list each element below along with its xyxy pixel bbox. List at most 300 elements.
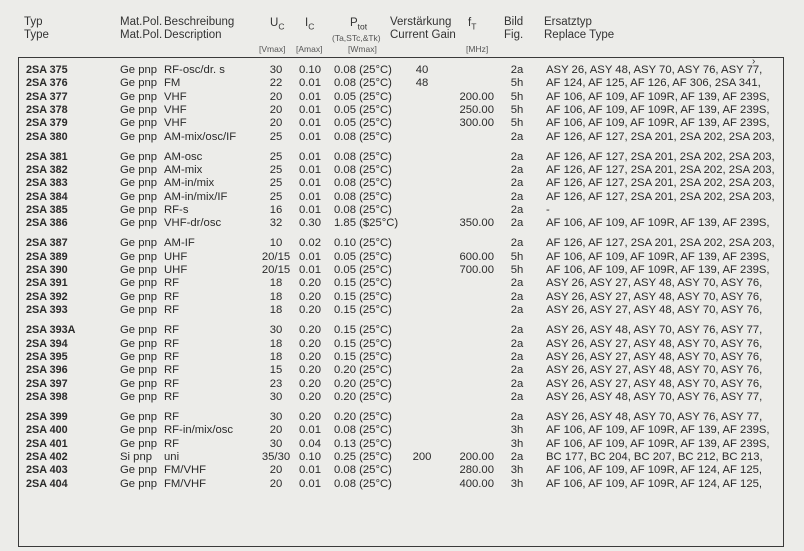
- cell-fig: 2a: [510, 177, 524, 190]
- header-uc: U: [270, 17, 279, 29]
- table-row: [0, 324, 804, 337]
- cell-type: 2SA 402: [26, 450, 68, 463]
- table-row: [0, 411, 804, 424]
- cell-ft: 700.00: [459, 264, 494, 277]
- cell-type: 2SA 400: [26, 424, 68, 437]
- col-header-mat-pol: [120, 16, 162, 42]
- cell-ic: 0.01: [299, 464, 321, 477]
- cell-ptot: 0.08 (25°C): [334, 164, 392, 176]
- cell-description: RF: [164, 377, 180, 390]
- cell-ptot: 0.08 (25°C): [334, 204, 392, 217]
- cell-uc: 30: [269, 324, 283, 337]
- cell-description: UHF: [164, 264, 188, 277]
- cell-replace-type: AF 106, AF 109, AF 109R, AF 139, AF 239S,: [546, 217, 770, 230]
- cell-material-polarity: Ge pnp: [120, 90, 158, 103]
- col-header-uc: [270, 17, 284, 33]
- cell-material-polarity: Ge pnp: [120, 477, 158, 490]
- cell-replace-type: AF 126, AF 127, 2SA 201, 2SA 202, 2SA 203,: [546, 177, 775, 190]
- cell-description: RF: [164, 337, 180, 350]
- margin-mark: ›: [752, 56, 756, 67]
- col-header-type: [24, 16, 49, 42]
- cell-description: RF: [164, 290, 180, 303]
- cell-uc: 20: [269, 90, 283, 103]
- cell-fig: 2a: [510, 64, 524, 76]
- col-header-gain: [390, 16, 456, 42]
- cell-ft: 300.00: [459, 117, 494, 130]
- cell-fig: 2a: [510, 390, 524, 403]
- table-row: [0, 117, 804, 130]
- cell-uc: 18: [269, 290, 283, 303]
- table-row: [0, 237, 804, 250]
- cell-fig: 2a: [510, 130, 524, 143]
- cell-uc: 25: [269, 150, 283, 163]
- cell-ic: 0.01: [299, 204, 321, 217]
- table-row: [0, 304, 804, 317]
- table-row: [0, 264, 804, 277]
- cell-uc: 20: [269, 117, 283, 130]
- cell-ft: 600.00: [459, 250, 494, 263]
- cell-replace-type: ASY 26, ASY 27, ASY 48, ASY 70, ASY 76,: [546, 304, 763, 317]
- cell-type: 2SA 376: [26, 77, 68, 90]
- cell-replace-type: AF 106, AF 109, AF 109R, AF 139, AF 239S,: [546, 104, 770, 116]
- cell-description: AM-mix: [164, 164, 203, 176]
- cell-ic: 0.01: [299, 150, 321, 163]
- cell-ic: 0.20: [299, 410, 321, 423]
- cell-description: FM/VHF: [164, 464, 207, 477]
- cell-ic: 0.20: [299, 350, 321, 363]
- cell-type: 2SA 404: [26, 477, 68, 490]
- cell-replace-type: ASY 26, ASY 48, ASY 70, ASY 76, ASY 77,: [546, 410, 763, 423]
- cell-material-polarity: Ge pnp: [120, 77, 158, 90]
- cell-replace-type: AF 126, AF 127, 2SA 201, 2SA 202, 2SA 203,: [546, 164, 775, 176]
- cell-uc: 23: [269, 377, 283, 390]
- cell-ic: 0.01: [299, 104, 321, 116]
- cell-fig: 2a: [510, 450, 524, 463]
- header-mat-pol-de: Mat.Pol.: [120, 16, 163, 28]
- cell-type: 2SA 396: [26, 364, 68, 377]
- cell-replace-type: AF 106, AF 109, AF 109R, AF 139, AF 239S,: [546, 250, 770, 263]
- cell-material-polarity: Ge pnp: [120, 377, 158, 390]
- cell-type: 2SA 381: [26, 150, 68, 163]
- cell-replace-type: ASY 26, ASY 27, ASY 48, ASY 70, ASY 76,: [546, 350, 763, 363]
- cell-uc: 20: [269, 477, 283, 490]
- cell-description: VHF-dr/osc: [164, 217, 222, 230]
- cell-ptot: 0.15 (25°C): [334, 324, 392, 337]
- cell-material-polarity: Ge pnp: [120, 350, 158, 363]
- cell-fig: 2a: [510, 150, 524, 163]
- cell-replace-type: AF 106, AF 109, AF 109R, AF 139, AF 239S,: [546, 117, 770, 130]
- cell-material-polarity: Ge pnp: [120, 364, 158, 377]
- cell-ptot: 1.85 ($25°C): [334, 217, 399, 230]
- cell-description: FM: [164, 77, 181, 90]
- cell-type: 2SA 383: [26, 177, 68, 190]
- cell-gain: 48: [415, 77, 429, 90]
- cell-ptot: 0.08 (25°C): [334, 477, 392, 490]
- cell-type: 2SA 380: [26, 130, 68, 143]
- header-ptot-condition: (Ta,STc,&Tk): [332, 33, 381, 43]
- cell-ptot: 0.20 (25°C): [334, 364, 392, 377]
- cell-ptot: 0.15 (25°C): [334, 337, 392, 350]
- cell-uc: 25: [269, 177, 283, 190]
- cell-replace-type: -: [546, 204, 550, 217]
- table-row: [0, 104, 804, 117]
- table-row: [0, 364, 804, 377]
- header-ic: I: [305, 17, 309, 29]
- cell-ic: 0.04: [299, 437, 321, 450]
- cell-ptot: 0.08 (25°C): [334, 130, 392, 143]
- cell-description: AM-IF: [164, 237, 195, 250]
- col-header-description: [164, 16, 234, 42]
- cell-material-polarity: Ge pnp: [120, 264, 158, 277]
- cell-uc: 25: [269, 130, 283, 143]
- cell-type: 2SA 389: [26, 250, 68, 263]
- cell-type: 2SA 393: [26, 304, 68, 317]
- cell-description: RF: [164, 277, 180, 290]
- table-row: [0, 204, 804, 217]
- cell-ptot: 0.08 (25°C): [334, 150, 392, 163]
- cell-replace-type: ASY 26, ASY 48, ASY 70, ASY 76, ASY 77,: [546, 324, 763, 337]
- cell-description: uni: [164, 450, 180, 463]
- cell-uc: 20: [269, 424, 283, 437]
- cell-type: 2SA 375: [26, 64, 68, 76]
- cell-ptot: 0.05 (25°C): [334, 90, 392, 103]
- cell-replace-type: AF 126, AF 127, 2SA 201, 2SA 202, 2SA 203,: [546, 130, 775, 143]
- cell-material-polarity: Ge pnp: [120, 64, 158, 76]
- cell-fig: 5h: [510, 90, 524, 103]
- cell-fig: 2a: [510, 237, 524, 250]
- cell-description: AM-in/mix/IF: [164, 190, 228, 203]
- cell-replace-type: AF 106, AF 109, AF 109R, AF 139, AF 239S,: [546, 437, 770, 450]
- cell-fig: 5h: [510, 117, 524, 130]
- cell-fig: 2a: [510, 290, 524, 303]
- cell-ic: 0.20: [299, 290, 321, 303]
- cell-ic: 0.01: [299, 164, 321, 176]
- cell-material-polarity: Si pnp: [120, 450, 153, 463]
- cell-uc: 18: [269, 337, 283, 350]
- cell-type: 2SA 385: [26, 204, 68, 217]
- table-row: [0, 277, 804, 290]
- cell-uc: 16: [269, 204, 283, 217]
- cell-ptot: 0.05 (25°C): [334, 104, 392, 116]
- cell-ic: 0.01: [299, 477, 321, 490]
- cell-description: RF: [164, 437, 180, 450]
- cell-fig: 5h: [510, 77, 524, 90]
- cell-uc: 22: [269, 77, 283, 90]
- cell-ic: 0.01: [299, 264, 321, 277]
- col-header-ptot: [350, 17, 367, 33]
- cell-type: 2SA 386: [26, 217, 68, 230]
- header-current-gain: Current Gain: [390, 29, 456, 41]
- cell-type: 2SA 398: [26, 390, 68, 403]
- cell-material-polarity: Ge pnp: [120, 177, 158, 190]
- cell-ic: 0.20: [299, 364, 321, 377]
- cell-replace-type: BC 177, BC 204, BC 207, BC 212, BC 213,: [546, 450, 763, 463]
- header-fig: Fig.: [504, 29, 524, 41]
- table-row: [0, 164, 804, 177]
- cell-uc: 25: [269, 164, 283, 176]
- cell-ic: 0.10: [299, 64, 321, 76]
- cell-description: FM/VHF: [164, 477, 207, 490]
- col-header-replace: [544, 16, 614, 42]
- cell-ptot: 0.15 (25°C): [334, 277, 392, 290]
- cell-replace-type: ASY 26, ASY 27, ASY 48, ASY 70, ASY 76,: [546, 364, 763, 377]
- table-row: [0, 438, 804, 451]
- col-header-ft: [468, 17, 476, 33]
- cell-type: 2SA 391: [26, 277, 68, 290]
- cell-fig: 2a: [510, 190, 524, 203]
- cell-uc: 20: [269, 104, 283, 116]
- cell-ptot: 0.08 (25°C): [334, 77, 392, 90]
- cell-fig: 3h: [510, 464, 524, 477]
- cell-ic: 0.01: [299, 190, 321, 203]
- cell-replace-type: AF 106, AF 109, AF 109R, AF 139, AF 239S,: [546, 424, 770, 437]
- header-ptot: P: [350, 17, 358, 29]
- cell-description: RF: [164, 410, 180, 423]
- cell-ic: 0.01: [299, 90, 321, 103]
- cell-material-polarity: Ge pnp: [120, 290, 158, 303]
- cell-fig: 3h: [510, 477, 524, 490]
- cell-ic: 0.20: [299, 337, 321, 350]
- cell-ic: 0.20: [299, 277, 321, 290]
- cell-replace-type: AF 126, AF 127, 2SA 201, 2SA 202, 2SA 203,: [546, 237, 775, 250]
- unit-ic: [Amax]: [296, 44, 323, 54]
- cell-fig: 2a: [510, 277, 524, 290]
- cell-fig: 3h: [510, 437, 524, 450]
- cell-ft: 250.00: [459, 104, 494, 116]
- table-row: [0, 391, 804, 404]
- header-uc-sub: C: [278, 21, 285, 32]
- table-row: [0, 151, 804, 164]
- header-mat-pol-en: Mat.Pol.: [120, 29, 163, 41]
- cell-material-polarity: Ge pnp: [120, 190, 158, 203]
- cell-type: 2SA 399: [26, 410, 68, 423]
- cell-uc: 30: [269, 390, 283, 403]
- cell-type: 2SA 390: [26, 264, 68, 277]
- cell-type: 2SA 392: [26, 290, 68, 303]
- unit-ptot: [Wmax]: [348, 44, 377, 54]
- cell-ptot: 0.10 (25°C): [334, 237, 392, 250]
- header-ft: f: [468, 17, 472, 29]
- cell-ft: 400.00: [459, 477, 494, 490]
- cell-ic: 0.10: [299, 450, 321, 463]
- col-header-fig: [504, 16, 523, 42]
- cell-ic: 0.20: [299, 390, 321, 403]
- cell-description: AM-in/mix: [164, 177, 215, 190]
- header-ft-sub: T: [471, 21, 477, 32]
- cell-fig: 2a: [510, 364, 524, 377]
- cell-material-polarity: Ge pnp: [120, 104, 158, 116]
- cell-ft: 200.00: [459, 450, 494, 463]
- cell-uc: 30: [269, 437, 283, 450]
- cell-ic: 0.01: [299, 177, 321, 190]
- cell-ic: 0.01: [299, 424, 321, 437]
- cell-type: 2SA 403: [26, 464, 68, 477]
- cell-type: 2SA 382: [26, 164, 68, 176]
- cell-material-polarity: Ge pnp: [120, 390, 158, 403]
- col-header-ic: [305, 17, 314, 33]
- cell-uc: 20/15: [261, 264, 291, 277]
- cell-fig: 2a: [510, 164, 524, 176]
- table-row: [0, 64, 804, 77]
- cell-material-polarity: Ge pnp: [120, 204, 158, 217]
- unit-uc: [Vmax]: [259, 44, 286, 54]
- table-row: [0, 378, 804, 391]
- cell-fig: 5h: [510, 104, 524, 116]
- cell-material-polarity: Ge pnp: [120, 130, 158, 143]
- cell-fig: 5h: [510, 264, 524, 277]
- cell-fig: 2a: [510, 410, 524, 423]
- cell-type: 2SA 387: [26, 237, 68, 250]
- table-row: [0, 464, 804, 477]
- cell-material-polarity: Ge pnp: [120, 464, 158, 477]
- cell-material-polarity: Ge pnp: [120, 117, 158, 130]
- cell-ic: 0.01: [299, 77, 321, 90]
- table-row: [0, 91, 804, 104]
- cell-type: 2SA 378: [26, 104, 68, 116]
- header-beschreibung: Beschreibung: [164, 16, 235, 28]
- cell-type: 2SA 377: [26, 90, 68, 103]
- cell-ic: 0.01: [299, 117, 321, 130]
- cell-uc: 20: [269, 464, 283, 477]
- cell-ptot: 0.20 (25°C): [334, 377, 392, 390]
- cell-ft: 200.00: [459, 90, 494, 103]
- cell-ptot: 0.20 (25°C): [334, 410, 392, 423]
- cell-material-polarity: Ge pnp: [120, 277, 158, 290]
- table-row: [0, 338, 804, 351]
- cell-ptot: 0.20 (25°C): [334, 390, 392, 403]
- cell-fig: 2a: [510, 350, 524, 363]
- cell-ic: 0.20: [299, 304, 321, 317]
- cell-material-polarity: Ge pnp: [120, 424, 158, 437]
- cell-replace-type: AF 126, AF 127, 2SA 201, 2SA 202, 2SA 203,: [546, 190, 775, 203]
- cell-ic: 0.02: [299, 237, 321, 250]
- cell-uc: 30: [269, 410, 283, 423]
- header-replace-type: Replace Type: [544, 29, 615, 41]
- cell-ptot: 0.05 (25°C): [334, 264, 392, 277]
- cell-type: 2SA 394: [26, 337, 68, 350]
- cell-fig: 2a: [510, 337, 524, 350]
- table-row: [0, 451, 804, 464]
- cell-uc: 18: [269, 350, 283, 363]
- cell-description: RF: [164, 364, 180, 377]
- cell-ptot: 0.25 (25°C): [334, 450, 392, 463]
- cell-replace-type: AF 106, AF 109, AF 109R, AF 139, AF 239S,: [546, 90, 770, 103]
- cell-fig: 2a: [510, 304, 524, 317]
- cell-type: 2SA 397: [26, 377, 68, 390]
- cell-uc: 18: [269, 304, 283, 317]
- cell-fig: 2a: [510, 217, 524, 230]
- cell-material-polarity: Ge pnp: [120, 150, 158, 163]
- cell-ptot: 0.08 (25°C): [334, 190, 392, 203]
- cell-material-polarity: Ge pnp: [120, 237, 158, 250]
- cell-gain: 200: [412, 450, 432, 463]
- table-row: [0, 351, 804, 364]
- cell-description: AM-osc: [164, 150, 203, 163]
- cell-description: VHF: [164, 90, 187, 103]
- cell-type: 2SA 384: [26, 190, 68, 203]
- cell-uc: 15: [269, 364, 283, 377]
- cell-type: 2SA 379: [26, 117, 68, 130]
- cell-uc: 18: [269, 277, 283, 290]
- table-row: [0, 191, 804, 204]
- cell-description: VHF: [164, 117, 187, 130]
- cell-ptot: 0.08 (25°C): [334, 177, 392, 190]
- cell-material-polarity: Ge pnp: [120, 410, 158, 423]
- cell-ptot: 0.15 (25°C): [334, 304, 392, 317]
- cell-ptot: 0.08 (25°C): [334, 464, 392, 477]
- cell-fig: 2a: [510, 204, 524, 217]
- cell-description: RF-osc/dr. s: [164, 64, 225, 76]
- cell-ic: 0.01: [299, 130, 321, 143]
- cell-description: RF: [164, 324, 180, 337]
- cell-material-polarity: Ge pnp: [120, 164, 158, 176]
- cell-description: RF-in/mix/osc: [164, 424, 234, 437]
- cell-type: 2SA 393A: [26, 324, 76, 337]
- cell-ic: 0.20: [299, 324, 321, 337]
- cell-ic: 0.01: [299, 250, 321, 263]
- cell-uc: 32: [269, 217, 283, 230]
- cell-ptot: 0.05 (25°C): [334, 117, 392, 130]
- cell-replace-type: AF 106, AF 109, AF 109R, AF 124, AF 125,: [546, 464, 763, 477]
- header-bild: Bild: [504, 16, 524, 28]
- cell-replace-type: AF 106, AF 109, AF 109R, AF 139, AF 239S,: [546, 264, 770, 277]
- cell-ptot: 0.15 (25°C): [334, 290, 392, 303]
- cell-ft: 350.00: [459, 217, 494, 230]
- header-ersatztyp: Ersatztyp: [544, 16, 592, 28]
- unit-ft: [MHz]: [466, 44, 489, 54]
- header-type: Type: [24, 29, 49, 41]
- cell-description: UHF: [164, 250, 188, 263]
- table-row: [0, 478, 804, 491]
- cell-fig: 2a: [510, 324, 524, 337]
- header-typ: Typ: [24, 16, 43, 28]
- cell-uc: 30: [269, 64, 283, 76]
- cell-fig: 5h: [510, 250, 524, 263]
- table-row: [0, 217, 804, 230]
- cell-ptot: 0.08 (25°C): [334, 424, 392, 437]
- cell-description: RF: [164, 390, 180, 403]
- cell-description: RF: [164, 350, 180, 363]
- cell-uc: 25: [269, 190, 283, 203]
- cell-ptot: 0.05 (25°C): [334, 250, 392, 263]
- cell-description: VHF: [164, 104, 187, 116]
- cell-uc: 20/15: [261, 250, 291, 263]
- header-description: Description: [164, 29, 222, 41]
- header-ic-sub: C: [308, 21, 315, 32]
- cell-description: RF: [164, 304, 180, 317]
- table-row: [0, 177, 804, 190]
- table-row: [0, 291, 804, 304]
- cell-fig: 2a: [510, 377, 524, 390]
- table-row: [0, 424, 804, 437]
- table-row: [0, 251, 804, 264]
- cell-replace-type: ASY 26, ASY 48, ASY 70, ASY 76, ASY 77,: [546, 390, 763, 403]
- table-row: [0, 77, 804, 90]
- cell-material-polarity: Ge pnp: [120, 304, 158, 317]
- cell-replace-type: ASY 26, ASY 27, ASY 48, ASY 70, ASY 76,: [546, 337, 763, 350]
- cell-material-polarity: Ge pnp: [120, 337, 158, 350]
- cell-type: 2SA 401: [26, 437, 68, 450]
- cell-ptot: 0.13 (25°C): [334, 437, 392, 450]
- cell-uc: 35/30: [261, 450, 291, 463]
- cell-replace-type: AF 126, AF 127, 2SA 201, 2SA 202, 2SA 203,: [546, 150, 775, 163]
- cell-type: 2SA 395: [26, 350, 68, 363]
- cell-material-polarity: Ge pnp: [120, 324, 158, 337]
- cell-gain: 40: [415, 64, 429, 76]
- cell-replace-type: AF 124, AF 125, AF 126, AF 306, 2SA 341,: [546, 77, 761, 90]
- cell-replace-type: ASY 26, ASY 27, ASY 48, ASY 70, ASY 76,: [546, 290, 763, 303]
- cell-fig: 3h: [510, 424, 524, 437]
